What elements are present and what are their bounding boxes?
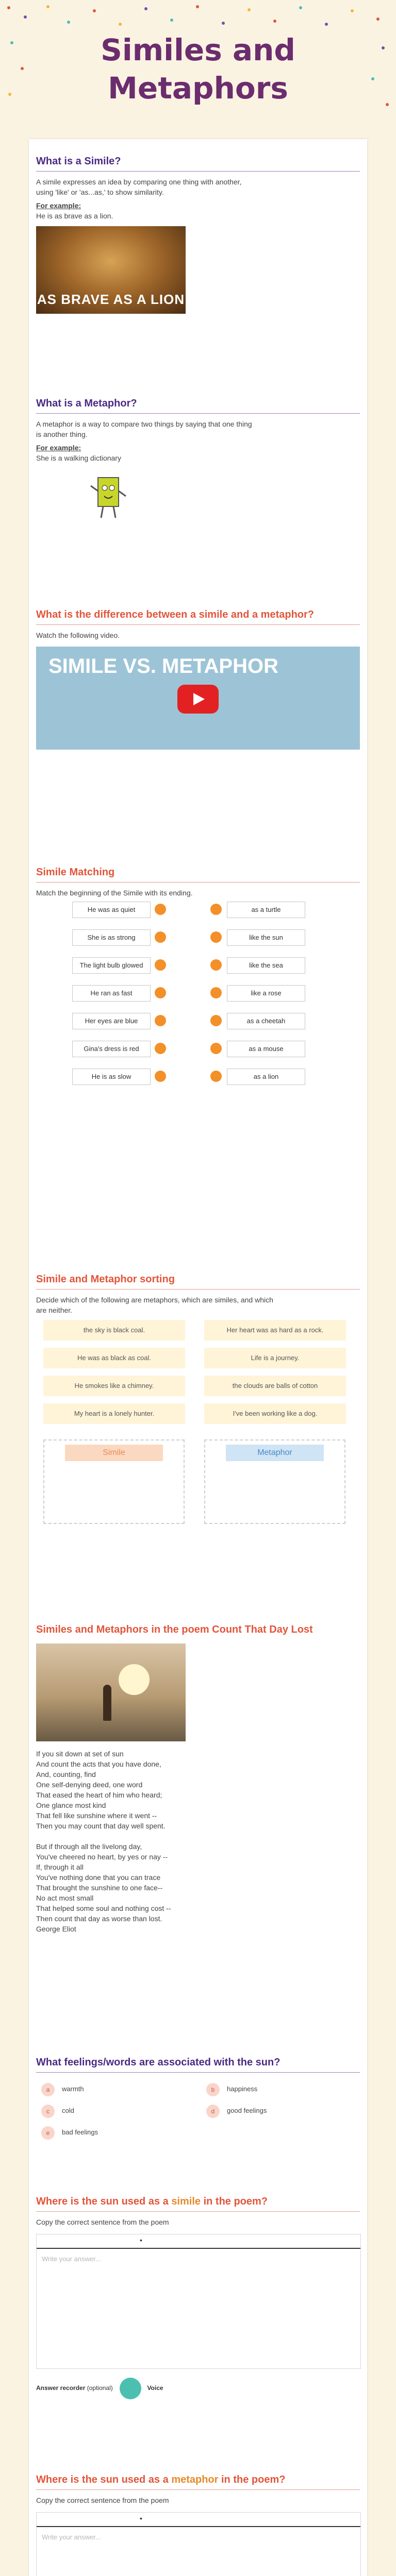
poem-line: That helped some soul and nothing cost -- [36, 1904, 171, 1912]
match-right-handle[interactable] [210, 904, 222, 915]
bullet-icon[interactable]: • [140, 2236, 142, 2244]
simile-example-text: He is as brave as a lion. [36, 212, 113, 220]
metaphor-definition-1: A metaphor is a way to compare two things by saying that one thing [36, 420, 252, 428]
metaphor-example-label: For example: [36, 444, 81, 452]
sort-card[interactable]: Her heart was as hard as a rock. [204, 1320, 346, 1341]
lion-image [36, 226, 186, 314]
divider [36, 2489, 360, 2490]
match-right-item[interactable]: like the sea [227, 957, 305, 974]
poem-line: But if through all the livelong day, [36, 1842, 142, 1851]
option-letter: a [41, 2083, 55, 2096]
poem-line: And, counting, find [36, 1770, 96, 1778]
poem-heading: Similes and Metaphors in the poem Count That Day Lost [36, 1624, 313, 1635]
poem-line: That eased the heart of him who heard; [36, 1791, 162, 1799]
answer-placeholder: Write your answer... [42, 2255, 101, 2263]
sorting-heading: Simile and Metaphor sorting [36, 1274, 175, 1285]
association-option[interactable] [41, 2081, 84, 2097]
difference-section [36, 608, 360, 750]
associations-section [36, 2056, 360, 2169]
match-left-item[interactable]: He is as slow [72, 1069, 151, 1085]
answer-placeholder: Write your answer... [42, 2533, 101, 2541]
option-letter: d [206, 2105, 220, 2118]
poem-line [36, 1831, 360, 1841]
poem-line: No act most small [36, 1894, 94, 1902]
match-left-handle[interactable] [155, 987, 166, 998]
metaphor-bin-label: Metaphor [226, 1445, 324, 1461]
video-player[interactable] [36, 647, 360, 750]
match-right-item[interactable]: as a lion [227, 1069, 305, 1085]
match-right-handle[interactable] [210, 1015, 222, 1026]
match-right-item[interactable]: as a mouse [227, 1041, 305, 1057]
sun-shape [119, 1664, 150, 1695]
simile-definition-1: A simile expresses an idea by comparing one thing with another, [36, 178, 242, 186]
match-row [72, 929, 315, 945]
poem-line: You've cheered no heart, by yes or nay -- [36, 1853, 168, 1861]
poem-line: One self-denying deed, one word [36, 1781, 143, 1789]
match-left-handle[interactable] [155, 1043, 166, 1054]
poem-line: One glance most kind [36, 1801, 106, 1809]
match-row [72, 902, 315, 917]
simile-section [36, 155, 360, 314]
voice-label: Voice [147, 2384, 163, 2392]
metaphor-section [36, 397, 360, 524]
sorting-instruction-2: are neither. [36, 1306, 73, 1314]
match-left-handle[interactable] [155, 931, 166, 943]
metaphor-heading: What is a Metaphor? [36, 398, 137, 409]
match-left-item[interactable]: He was as quiet [72, 902, 151, 918]
match-row [72, 1069, 315, 1084]
simile-question-instruction: Copy the correct sentence from the poem [36, 2218, 169, 2226]
match-right-handle[interactable] [210, 959, 222, 971]
simile-heading: What is a Simile? [36, 156, 121, 167]
poem-section [36, 1623, 360, 1963]
option-text: happiness [227, 2085, 258, 2093]
option-text: good feelings [227, 2107, 267, 2114]
option-letter: e [41, 2126, 55, 2140]
match-left-item[interactable]: Her eyes are blue [72, 1013, 151, 1029]
editor-toolbar [37, 2513, 360, 2527]
lesson-card [29, 139, 367, 2576]
recorder-optional: (optional) [87, 2384, 113, 2392]
match-right-handle[interactable] [210, 987, 222, 998]
association-option[interactable] [206, 2081, 257, 2097]
option-text: cold [62, 2107, 74, 2114]
poem-line: If, through it all [36, 1863, 84, 1871]
metaphor-bin[interactable] [204, 1439, 345, 1524]
match-right-handle[interactable] [210, 1071, 222, 1082]
sort-card[interactable]: He smokes like a chimney. [43, 1376, 185, 1396]
match-right-handle[interactable] [210, 1043, 222, 1054]
association-option[interactable] [206, 2103, 267, 2119]
simile-answer-editor[interactable] [36, 2234, 361, 2369]
sort-card[interactable]: the sky is black coal. [43, 1320, 185, 1341]
page-title: Similes and Metaphors [101, 32, 295, 106]
divider [36, 882, 360, 883]
match-right-item[interactable]: as a cheetah [227, 1013, 305, 1029]
poem-line: That fell like sunshine where it went -- [36, 1811, 157, 1820]
sort-card[interactable]: He was as black as coal. [43, 1348, 185, 1368]
metaphor-question-section [36, 2473, 360, 2576]
match-left-item[interactable]: She is as strong [72, 929, 151, 946]
metaphor-definition-2: is another thing. [36, 430, 88, 438]
match-row [72, 985, 315, 1001]
matching-heading: Simile Matching [36, 867, 115, 878]
sort-card[interactable]: I've been working like a dog. [204, 1403, 346, 1424]
match-left-handle[interactable] [155, 1015, 166, 1026]
sort-card[interactable]: Life is a journey. [204, 1348, 346, 1368]
poem-line: That brought the sunshine to one face-- [36, 1884, 163, 1892]
simile-example-label: For example: [36, 201, 81, 210]
metaphor-answer-editor[interactable] [36, 2512, 361, 2576]
sort-card[interactable]: the clouds are balls of cotton [204, 1376, 346, 1396]
editor-toolbar [37, 2234, 360, 2249]
match-row [72, 1041, 315, 1056]
simile-bin[interactable] [43, 1439, 185, 1524]
poem-line: You've nothing done that you can trace [36, 1873, 161, 1882]
simile-definition-2: using 'like' or 'as...as,' to show similarity. [36, 188, 164, 196]
poem-line: And count the acts that you have done, [36, 1760, 161, 1768]
match-left-item[interactable]: Gina's dress is red [72, 1041, 151, 1057]
match-right-item[interactable]: like the sun [227, 929, 305, 946]
match-right-item[interactable]: like a rose [227, 985, 305, 1002]
dictionary-character-icon [88, 470, 129, 522]
match-right-item[interactable]: as a turtle [227, 902, 305, 918]
match-left-handle[interactable] [155, 904, 166, 915]
association-option[interactable] [41, 2125, 98, 2140]
poem-line: If you sit down at set of sun [36, 1750, 124, 1758]
poem-text [36, 1749, 360, 1934]
simile-bin-label: Simile [65, 1445, 163, 1461]
association-option[interactable] [41, 2103, 74, 2119]
video-title: SIMILE VS. METAPHOR [48, 655, 278, 677]
poem-line: Then you may count that day well spent. [36, 1822, 166, 1830]
simile-question-section [36, 2195, 360, 2421]
sunset-image [36, 1643, 186, 1741]
simile-question-heading: Where is the sun used as a simile in the poem? [36, 2196, 268, 2207]
difference-instruction: Watch the following video. [36, 631, 120, 639]
option-letter: b [206, 2083, 220, 2096]
divider [36, 413, 360, 414]
metaphor-example-text: She is a walking dictionary [36, 454, 121, 462]
divider [36, 171, 360, 172]
matching-instruction: Match the beginning of the Simile with its ending. [36, 889, 193, 897]
poem-author: George Eliot [36, 1925, 76, 1933]
divider [36, 1289, 360, 1290]
answer-recorder [36, 2378, 163, 2399]
option-text: bad feelings [62, 2128, 98, 2136]
bullet-icon[interactable]: • [140, 2514, 142, 2522]
option-text: warmth [62, 2085, 84, 2093]
match-right-handle[interactable] [210, 931, 222, 943]
option-letter: c [41, 2105, 55, 2118]
match-left-item[interactable]: He ran as fast [72, 985, 151, 1002]
sorting-section [36, 1273, 360, 1530]
match-left-item[interactable]: The light bulb glowed [72, 957, 151, 974]
divider [36, 2211, 360, 2212]
sorting-instruction-1: Decide which of the following are metaphors, which are similes, and which [36, 1296, 273, 1304]
matching-section [36, 866, 360, 1103]
sort-card[interactable]: My heart is a lonely hunter. [43, 1403, 185, 1424]
poem-line: Then count that day as worse than lost. [36, 1914, 162, 1923]
difference-heading: What is the difference between a simile and a metaphor? [36, 609, 315, 620]
lion-image-caption: AS BRAVE AS A LION [37, 292, 185, 307]
match-left-handle[interactable] [155, 959, 166, 971]
match-row [72, 1013, 315, 1028]
metaphor-question-heading: Where is the sun used as a metaphor in the poem? [36, 2474, 286, 2485]
associations-heading: What feelings/words are associated with the sun? [36, 2057, 280, 2068]
recorder-label: Answer recorder [36, 2384, 86, 2392]
metaphor-question-instruction: Copy the correct sentence from the poem [36, 2496, 169, 2504]
sort-bins [36, 1439, 360, 1527]
voice-toggle[interactable] [120, 2378, 141, 2399]
play-button[interactable] [177, 685, 219, 714]
divider [36, 624, 360, 625]
match-row [72, 957, 315, 973]
person-silhouette [103, 1685, 111, 1721]
match-left-handle[interactable] [155, 1071, 166, 1082]
divider [36, 2072, 360, 2073]
